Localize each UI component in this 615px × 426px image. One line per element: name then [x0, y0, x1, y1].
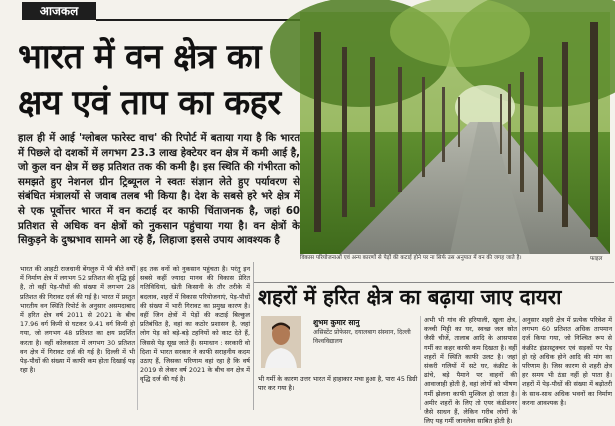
- section-tag: आजकल: [22, 2, 96, 20]
- article-divider: [253, 262, 254, 410]
- photo-credit: फाइल: [590, 256, 603, 262]
- article-column-2: हद तक वनों को नुकसान पहुंचता है। परंतु इन सबसे कहीं ज्यादा मानव की विकास प्रेरित गतिविधियां, खेती किसानी के तौर तरीके में बदलाव, शहरों में विकास परियोजनाएं, पेड़-पौधों की संख्या में भारी गिरावट का प्रमुख कारण है। वहीं जिन क्षेत्रों में पेड़ों की कटाई बिल्कुल प्रतिबंधित है, वहां का कठोर प्रशासन है, जहां लोग पेड़ को बड़े-बड़े टहनियों को काट देते हैं, जिससे पेड़ सूख जाते हैं। समाधान : सरकारी वो दिशा में भारत सरकार ने काफी सराहनीय कदम उठाए हैं, जिसका परिणाम वहां रहा है कि वर्ष 2019 से लेकर वर्ष 2021 के बीच वन क्षेत्र में वृद्धि दर्ज की गई है।: [140, 265, 250, 384]
- article2-column-2: अनुसार शहरी क्षेत्र में प्रत्येक परिवेश में लगभग 60 प्रतिशत अधिक तापमान दर्ज किया गया, जो निश्चित रूप से कंक्रीट इंफ्रास्ट्रक्चर एवं सड़कों पर पेड़ हो रहे अधिक होने आदि की मांग का परिणाम है। जिस कारण से शहरी क्षेत्र हर समय भी ठंडा नहीं हो पाता है। शहरों में पेड़-पौधों की संख्या में बढ़ोतरी के साथ-साथ अधिक भवनों का निर्माण करना आवश्यक है।: [522, 316, 612, 407]
- author-photo: [261, 316, 301, 368]
- article2-column-1: अभी भी गांव की हरियाली, खुला क्षेत्र, कच्ची मिट्टी का घर, स्वच्छ जल स्रोत जैसी चीजें, तालाब आदि के आसपास गर्मी का कहर काफी कम दिखता है। वहीं शहरों में स्थिति काफी उलट है। जहां संकरी गलियों में सटे घर, कंक्रीट के ढांचे, बड़े पैमाने पर वाहनों की आवाजाही होती है, वहां लोगों को भीषण गर्मी झेलना काफी मुश्किल हो जाता है। अमीर शहरों के लिए तो एयर कंडीशनर जैसे साधन हैं, लेकिन गरीब लोगों के लिए यह गर्मी जानलेवा साबित होती है।: [424, 316, 517, 426]
- article-headline: [18, 34, 293, 126]
- forest-road-illustration: [300, 12, 610, 254]
- article2-intro-text: भी गर्मी के कारण उत्तर भारत में हाहाकार मचा हुआ है, पारा 45 डिग्री पार कर गया है।: [258, 375, 418, 393]
- author-role: असिस्टेंट प्रोफेसर, दयालबाग संस्थान, दिल्ली विश्वविद्यालय: [313, 329, 411, 345]
- headline-rule: [254, 282, 614, 283]
- article-lead: हाल ही में आई 'ग्लोबल फारेस्ट वाच' की रिपोर्ट में बताया गया है कि भारत में पिछले दो दशकों में लगभग 23.3 लाख हेक्टेयर वन क्षेत्र में कमी आई है, जो कुल वन क्षेत्र में छह प्रतिशत तक की कमी है। इस स्थिति की गंभीरता को समझते हुए नेशनल ग्रीन ट्रिब्यूनल ने स्वतः संज्ञान लेते हुए पर्यावरण से संबंधित मंत्रालयों से जवाब तलब भी किया है। देश के सबसे हरे भरे क्षेत्र में से एक पूर्वोत्तर भारत में वन कटाई दर काफी चिंताजनक है, जहां 60 प्रतिशत से अधिक वन क्षेत्रों को नुकसान पहुंचाया गया है। वन क्षेत्रों के सिकुड़ने के दुष्प्रभाव सामने आ रहे हैं, लिहाजा इससे उपाय आवश्यक है: [18, 133, 300, 247]
- article-column-1: भारत की आहटी राजधानी बेंगलुरु में भी बीते वर्षों में निर्माण क्षेत्र में लगभग 52 प्रतिशत की वृद्धि हुई है, तो वहीं पेड़-पौधों की संख्या में लगभग 28 प्रतिशत की गिरावट दर्ज की गई है। भारत में प्रस्तुत भारतीय वन स्थिति रिपोर्ट के अनुसार असमदाबाद में हरित क्षेत्र वर्ष 2011 से 2021 के बीच 17.96 वर्ग किमी से घटकर 9.41 वर्ग किमी हो गया, जो लगभग 48 प्रतिशत का क्षय प्रदर्शित करता है। वहीं कोलकाता में लगभग 30 प्रतिशत वन क्षेत्र में गिरावट दर्ज की गई है। दिल्ली में भी पेड़-पौधों की संख्या में काफी कम होता दिखाई पड़ रहा है।: [20, 265, 135, 375]
- headline-line-1: भारत में वन क्षेत्र का: [18, 37, 262, 77]
- forest-road-photo: [300, 12, 610, 254]
- author-name: शुभम कुमार सानु: [313, 318, 360, 327]
- photo-caption: विकास परियोजनाओं एवं अन्य कारणों से पेड़ों की कटाई होने पर ना सिर्फ उस अनुपात में वन की जगह जाते है।: [300, 255, 522, 261]
- section-rule: [96, 19, 301, 21]
- column-divider: [519, 316, 520, 410]
- article2-headline: शहरों में हरित क्षेत्र का बढ़ाया जाए दायरा: [258, 285, 562, 309]
- column-divider: [137, 266, 138, 410]
- article2-intro: [258, 375, 418, 393]
- headline-line-2: क्षय एवं ताप का कहर: [18, 83, 281, 123]
- column-divider: [420, 316, 421, 410]
